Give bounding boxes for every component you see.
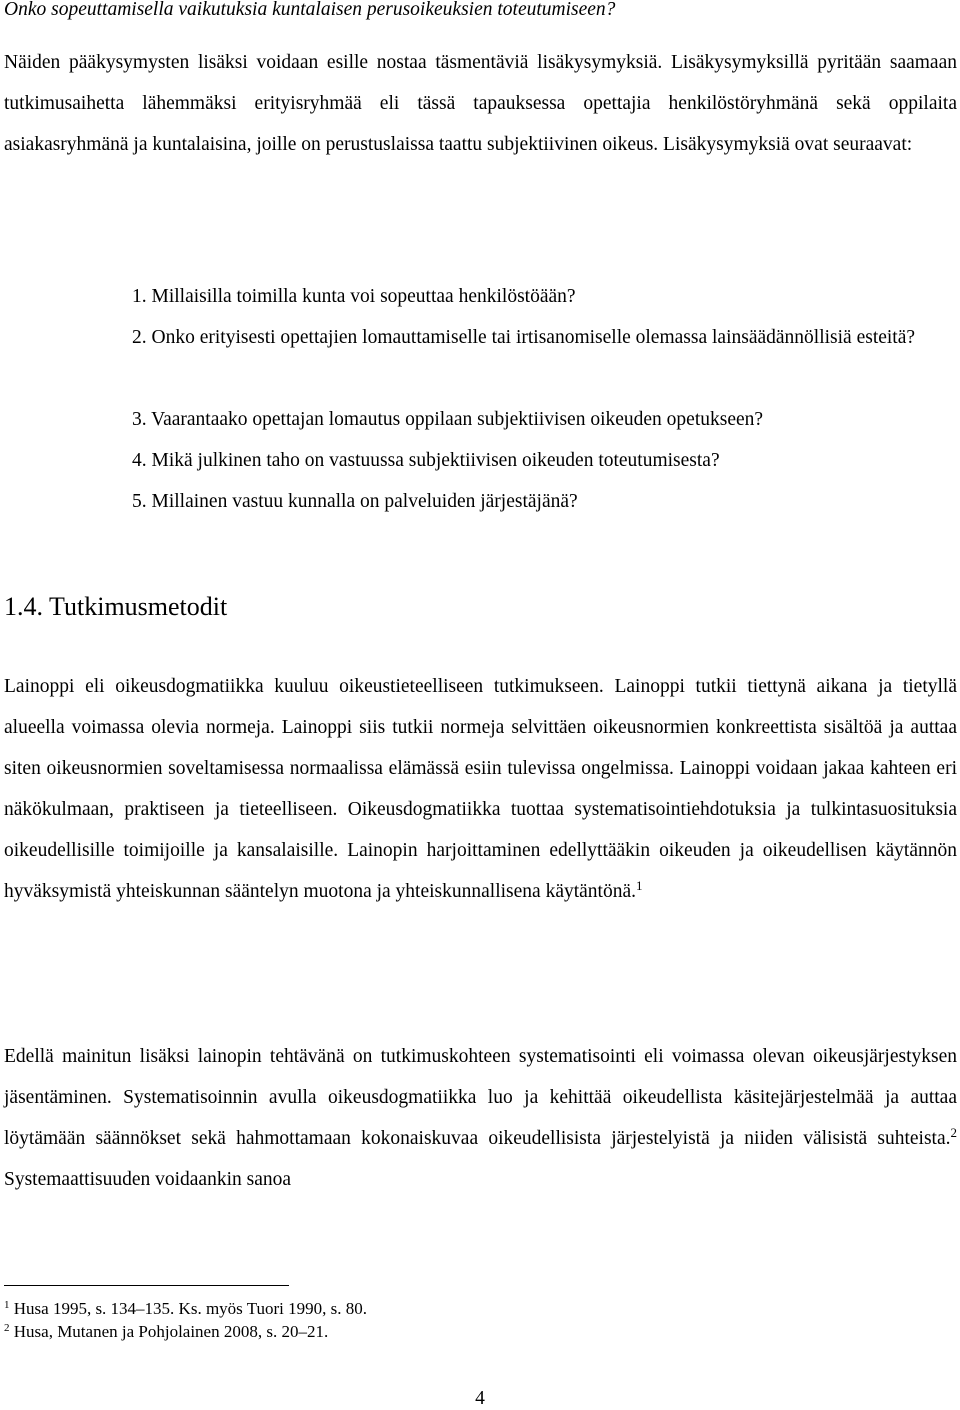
footnote-number: 1	[4, 1299, 10, 1311]
question-item: 1. Millaisilla toimilla kunta voi sopeuttaa henkilöstöään?	[132, 286, 576, 307]
footnote-ref-2[interactable]: 2	[950, 1125, 957, 1140]
footnote-text: Husa 1995, s. 134–135. Ks. myös Tuori 1990, s. 80.	[9, 1299, 368, 1318]
footnote-text: Husa, Mutanen ja Pohjolainen 2008, s. 20–21.	[9, 1322, 329, 1341]
footnote-ref-1[interactable]: 1	[636, 878, 643, 893]
footnote	[4, 1297, 367, 1321]
footnote-number: 2	[4, 1322, 10, 1334]
method-paragraph-2-continuation: Systemaattisuuden voidaankin sanoa	[4, 1169, 292, 1190]
method-paragraph-2-text: Edellä mainitun lisäksi lainopin tehtävänä on tutkimuskohteen systematisointi eli voimassa olevan oikeusjärjestyksen jäsentäminen. Systematisoinnin avulla oikeusdogmatiikka luo ja kehittää oikeudellista käsitejärjestelmää ja auttaa löytämään säännökset sekä hahmottamaan kokonaiskuvaa oikeudellisista järjestelyistä ja niiden välisistä suhteista.	[4, 1046, 957, 1149]
top-question: Onko sopeuttamisella vaikutuksia kuntalaisen perusoikeuksien toteutumiseen?	[4, 0, 616, 20]
question-item: 5. Millainen vastuu kunnalla on palveluiden järjestäjänä?	[132, 491, 578, 512]
footnote-divider	[4, 1285, 289, 1286]
question-item: 3. Vaarantaako opettajan lomautus oppilaan subjektiivisen oikeuden opetukseen?	[132, 409, 764, 430]
method-paragraph-1	[4, 666, 957, 912]
method-paragraph-2	[4, 1036, 957, 1200]
section-heading: 1.4. Tutkimusmetodit	[4, 592, 228, 621]
question-item: 2. Onko erityisesti opettajien lomauttamiselle tai irtisanomiselle olemassa lainsäädännöllisiä esteitä?	[132, 327, 916, 348]
intro-paragraph: Näiden pääkysymysten lisäksi voidaan esille nostaa täsmentäviä lisäkysymyksiä. Lisäkysymyksillä pyritään saamaan tutkimusaihetta lähemmäksi erityisryhmää eli tässä tapauksessa opettajia henkilöstöryhmänä sekä oppilaita asiakasryhmänä ja kuntalaisina, joille on perustuslaissa taattu subjektiivinen oikeus. Lisäkysymyksiä ovat seuraavat:	[4, 52, 957, 155]
footnote	[4, 1320, 328, 1344]
page-number: 4	[475, 1388, 485, 1409]
question-item: 4. Mikä julkinen taho on vastuussa subjektiivisen oikeuden toteutumisesta?	[132, 450, 720, 471]
method-paragraph-1-text: Lainoppi eli oikeusdogmatiikka kuuluu oikeustieteelliseen tutkimukseen. Lainoppi tutkii tiettynä aikana ja tietyllä alueella voimassa olevia normeja. Lainoppi siis tutkii normeja selvittäen oikeusnormien konkreettista sisältöä ja auttaa siten oikeusnormien soveltamisessa normaalissa elämässä esiin tulevissa ongelmissa. Lainoppi voidaan jakaa kahteen eri näkökulmaan, praktiseen ja tieteelliseen. Oikeusdogmatiikka tuottaa systematisointiehdotuksia ja tulkintasuosituksia oikeudellisille toimijoille ja kansalaisille. Lainopin harjoittaminen edellyttääkin oikeuden ja oikeudellisen käytännön hyväksymistä yhteiskunnan sääntelyn muotona ja yhteiskunnallisena käytäntönä.	[4, 676, 957, 902]
